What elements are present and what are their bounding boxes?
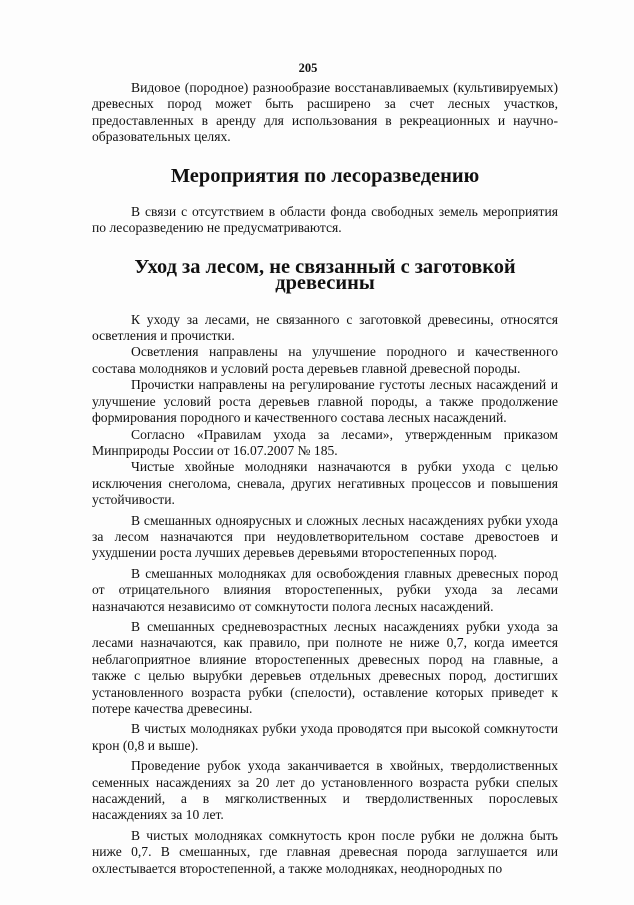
page-number: 205 [298,61,318,75]
forest-care-paragraph: Согласно «Правилам ухода за лесами», утвержденным приказом Минприроды России от 16.07.2007 № 185. [92,426,558,458]
forest-care-paragraph: В смешанных средневозрастных лесных насаждениях рубки ухода за лесами назначаются, как правило, при полноте не ниже 0,7, когда имеется неблагоприятное влияние второстепенных древесных пород на главные, а также с целью вырубки деревьев отдельных древесных пород, достигших установленного возраста рубки (спелости), оставление которых приведет к потере качества древесины. [92,618,558,716]
forest-care-paragraph: В чистых молодняках сомкнутость крон после рубки не должна быть ниже 0,7. В смешанных, где главная древесная порода заглушается или охлестывается второстепенной, а также молодняках, неоднородных по [92,827,558,876]
spacer [92,292,558,312]
spacer [92,184,558,204]
forest-care-paragraph: В смешанных молодняках для освобождения главных древесных пород от отрицательного влияния второстепенных, рубки ухода за лесами назначаются независимо от сомкнутости полога лесных насаждений. [92,565,558,614]
forest-care-paragraph: Проведение рубок ухода заканчивается в хвойных, твердолиственных семенных насаждениях за 20 лет до установленного возраста рубки спелых насаждений, а в мягколиственных и твердолиственных порослевых насаждениях за 10 лет. [92,758,558,823]
section-heading-afforestation: Мероприятия по лесоразведению [170,164,480,187]
forest-care-body [92,312,558,877]
page-content [92,80,558,877]
afforestation-paragraph: В связи с отсутствием в области фонда свободных земель мероприятия по лесоразведению не предусматриваются. [92,204,558,236]
intro-paragraph: Видовое (породное) разнообразие восстанавливаемых (культивируемых) древесных пород может быть расширено за счет лесных участков, предоставленных в аренду для использования в рекреационных и научно-образовательных целях. [92,80,558,145]
section-heading-forest-care: Уход за лесом, не связанный с заготовкой древесины [134,255,516,295]
forest-care-paragraph: В смешанных одноярусных и сложных лесных насаждениях рубки ухода за лесом назначаются при неудовлетворительном составе древостоев и ухудшении роста лучших деревьев деревьями второстепенных пород. [92,512,558,561]
forest-care-paragraph: Чистые хвойные молодняки назначаются в рубки ухода с целью исключения снеголома, сневала, других негативных процессов и повышения устойчивости. [92,459,558,508]
forest-care-paragraph: Прочистки направлены на регулирование густоты лесных насаждений и улучшение условий роста деревьев главной породы, а также продолжение формирования породного и качественного состава лесных насаждений. [92,377,558,426]
forest-care-paragraph: В чистых молодняках рубки ухода проводятся при высокой сомкнутости крон (0,8 и выше). [92,721,558,753]
forest-care-paragraph: К уходу за лесами, не связанного с заготовкой древесины, относятся осветления и прочистки. [92,311,558,344]
forest-care-paragraph: Осветления направлены на улучшение породного и качественного состава молодняков и условий роста деревьев главной древесной породы. [92,344,558,376]
